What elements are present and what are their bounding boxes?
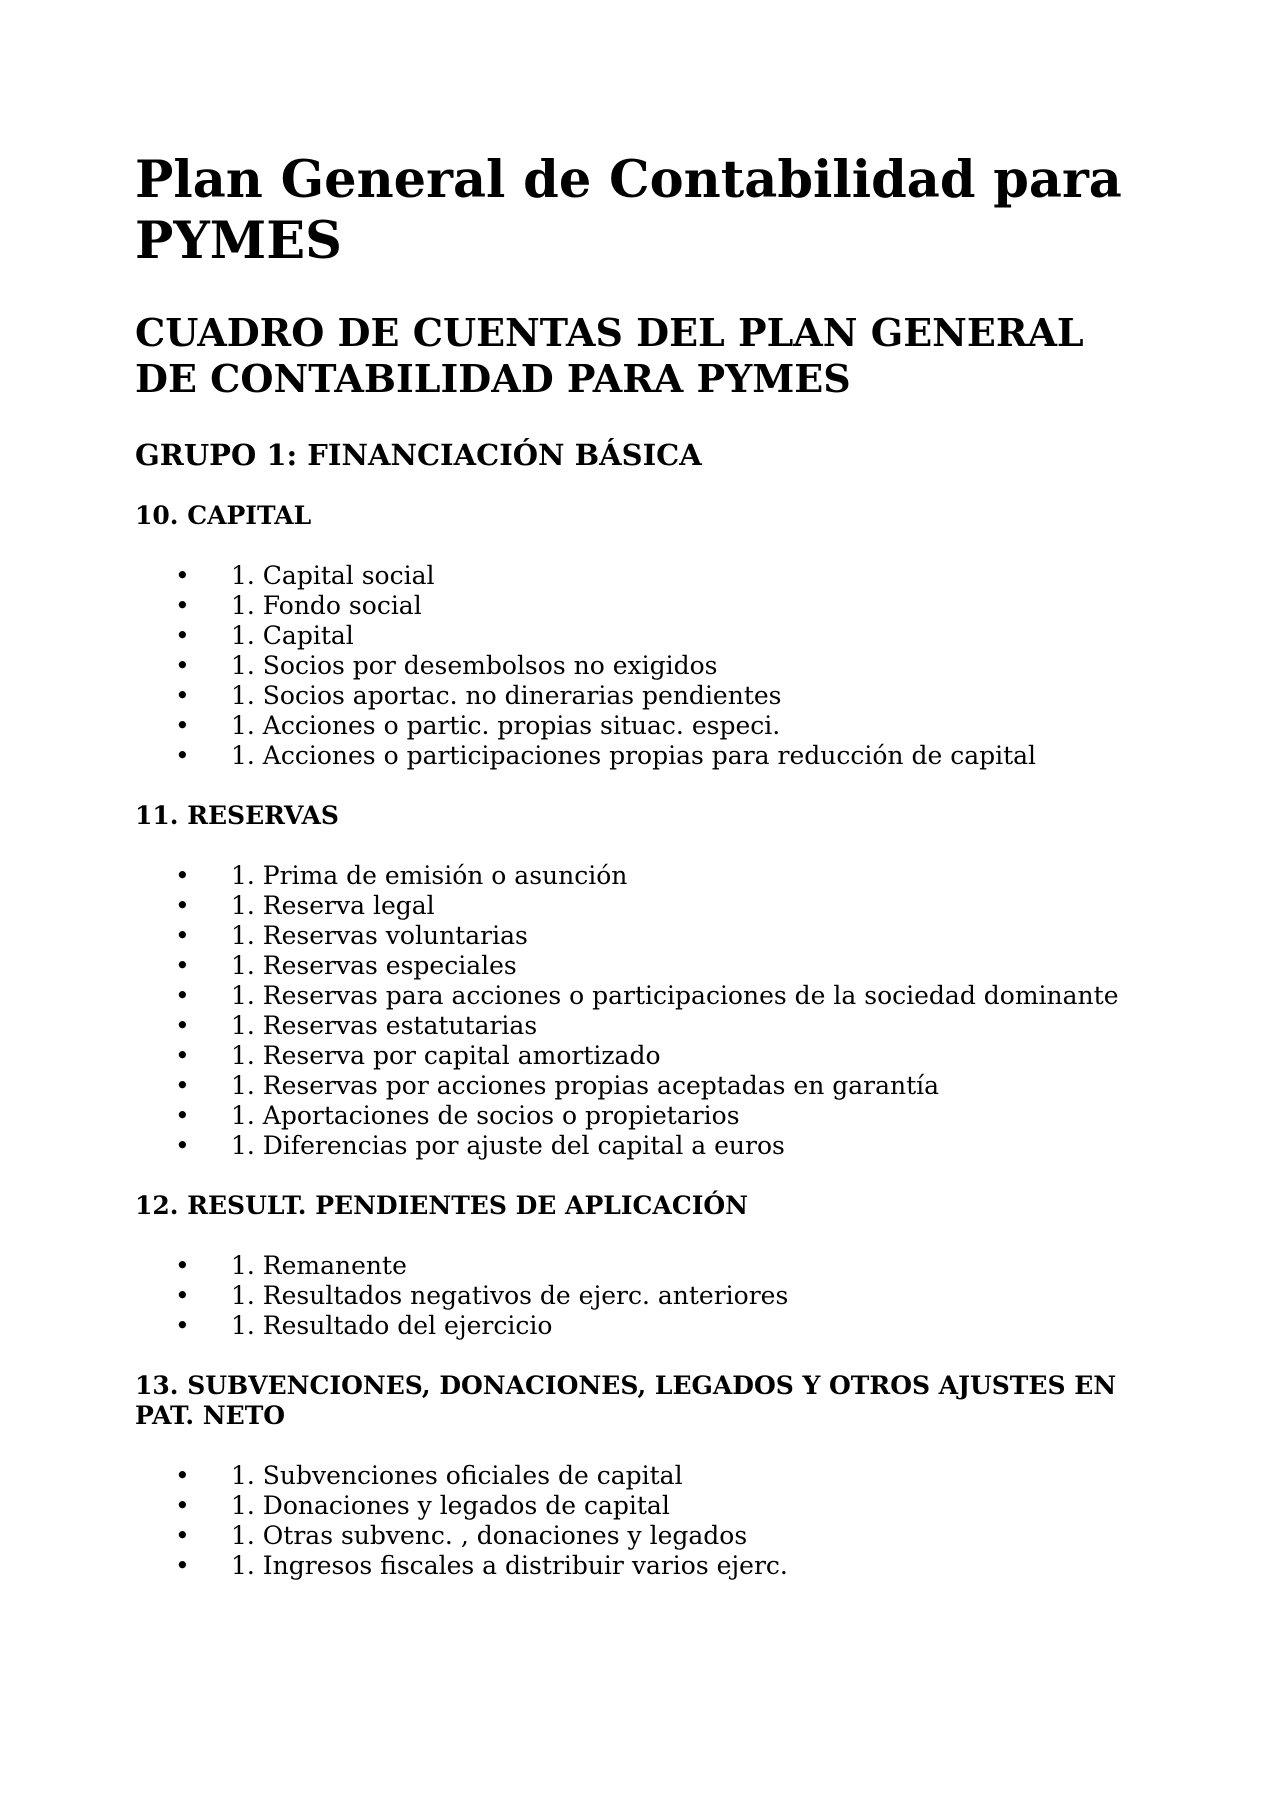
account-label: 1. Reservas voluntarias [231,921,528,950]
account-list-item [135,891,1155,921]
account-list-item [135,981,1155,1011]
section-heading: 11. RESERVAS [135,801,339,830]
account-list [135,861,1155,1161]
bullet-icon: • [175,1461,190,1490]
bullet-icon: • [175,1281,190,1310]
account-label: 1. Fondo social [231,591,422,620]
account-list-item [135,1101,1155,1131]
section-heading: 13. SUBVENCIONES, DONACIONES, LEGADOS Y OTROS AJUSTES EN PAT. NETO [135,1371,1117,1430]
account-label: 1. Socios aportac. no dinerarias pendientes [231,681,782,710]
account-label: 1. Reservas estatutarias [231,1011,538,1040]
account-label: 1. Socios por desembolsos no exigidos [231,651,718,680]
account-label: 1. Reservas por acciones propias aceptadas en garantía [231,1071,940,1100]
bullet-icon: • [175,1551,190,1580]
account-label: 1. Reserva por capital amortizado [231,1041,661,1070]
group-heading: GRUPO 1: FINANCIACIÓN BÁSICA [135,438,702,472]
account-label: 1. Capital [231,621,354,650]
account-label: 1. Aportaciones de socios o propietarios [231,1101,740,1130]
account-label: 1. Otras subvenc. , donaciones y legados [231,1521,748,1550]
account-list [135,1461,1155,1581]
account-label: 1. Reserva legal [231,891,435,920]
bullet-icon: • [175,1071,190,1100]
account-label: 1. Ingresos fiscales a distribuir varios ejerc. [231,1551,788,1580]
bullet-icon: • [175,981,190,1010]
account-label: 1. Acciones o participaciones propias para reducción de capital [231,741,1037,770]
account-list-item [135,1041,1155,1071]
section-heading: 10. CAPITAL [135,501,312,530]
account-label: 1. Reservas especiales [231,951,517,980]
account-list-item [135,1131,1155,1161]
document-title: Plan General de Contabilidad para PYMES [135,150,1122,271]
account-label: 1. Diferencias por ajuste del capital a euros [231,1131,785,1160]
account-list-item [135,1551,1155,1581]
account-list [135,1251,1155,1341]
bullet-icon: • [175,1311,190,1340]
account-list-item [135,1311,1155,1341]
account-label: 1. Prima de emisión o asunción [231,861,628,890]
account-list-item [135,591,1155,621]
account-list-item [135,681,1155,711]
account-list-item [135,1491,1155,1521]
bullet-icon: • [175,1131,190,1160]
bullet-icon: • [175,1521,190,1550]
sections-container [135,501,1155,1581]
bullet-icon: • [175,1491,190,1520]
account-label: 1. Subvenciones oficiales de capital [231,1461,683,1490]
account-label: 1. Capital social [231,561,435,590]
bullet-icon: • [175,1101,190,1130]
account-list-item [135,1251,1155,1281]
bullet-icon: • [175,651,190,680]
section-heading: 12. RESULT. PENDIENTES DE APLICACIÓN [135,1191,749,1220]
account-label: 1. Acciones o partic. propias situac. especi. [231,711,781,740]
account-list [135,561,1155,771]
account-list-item [135,651,1155,681]
account-list-item [135,951,1155,981]
bullet-icon: • [175,741,190,770]
account-list-item [135,711,1155,741]
bullet-icon: • [175,621,190,650]
bullet-icon: • [175,591,190,620]
bullet-icon: • [175,681,190,710]
account-list-item [135,921,1155,951]
account-list-item [135,1011,1155,1041]
bullet-icon: • [175,1251,190,1280]
account-label: 1. Resultados negativos de ejerc. anteriores [231,1281,789,1310]
bullet-icon: • [175,711,190,740]
bullet-icon: • [175,951,190,980]
document-page [135,150,1155,1611]
account-list-item [135,1461,1155,1491]
account-label: 1. Resultado del ejercicio [231,1311,553,1340]
bullet-icon: • [175,1011,190,1040]
account-label: 1. Reservas para acciones o participaciones de la sociedad dominante [231,981,1119,1010]
account-label: 1. Remanente [231,1251,407,1280]
account-list-item [135,741,1155,771]
bullet-icon: • [175,891,190,920]
account-list-item [135,861,1155,891]
account-list-item [135,1521,1155,1551]
account-list-item [135,621,1155,651]
bullet-icon: • [175,921,190,950]
bullet-icon: • [175,561,190,590]
bullet-icon: • [175,861,190,890]
account-label: 1. Donaciones y legados de capital [231,1491,670,1520]
bullet-icon: • [175,1041,190,1070]
account-list-item [135,1281,1155,1311]
account-list-item [135,561,1155,591]
document-subtitle: CUADRO DE CUENTAS DEL PLAN GENERAL DE CONTABILIDAD PARA PYMES [135,310,1084,401]
account-list-item [135,1071,1155,1101]
